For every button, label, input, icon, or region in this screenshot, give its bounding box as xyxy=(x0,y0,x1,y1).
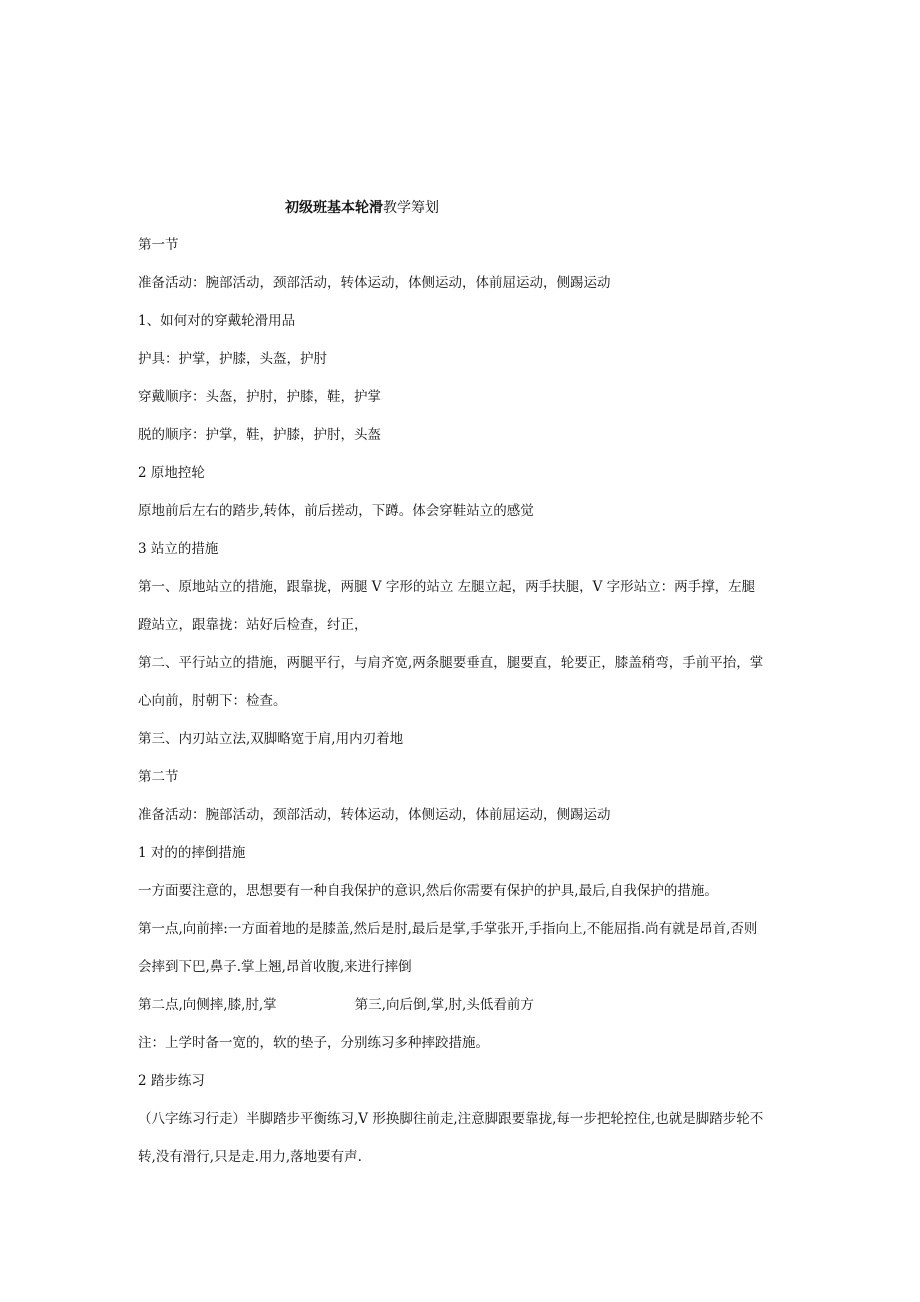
remove-order: 脱的顺序：护掌，鞋，护膝，护肘，头盔 xyxy=(138,427,381,443)
falling-side: 第二点,向侧摔,膝,肘,掌 xyxy=(138,997,277,1013)
standing-third: 第三、内刃站立法,双脚略宽于肩,用内刃着地 xyxy=(138,731,404,747)
falling-forward-line-2: 会摔到下巴,鼻子.掌上翘,昂首收腹,来进行摔倒 xyxy=(138,959,412,975)
warmup-line-2: 准备活动：腕部活动，颈部活动，转体运动，体侧运动，体前屈运动，侧踢运动 xyxy=(138,807,611,823)
falling-intro: 一方面要注意的，思想要有一种自我保护的意识,然后你需要有保护的护具,最后,自我保护的措施。 xyxy=(138,883,718,899)
item-heading-stepping: 2 踏步练习 xyxy=(138,1073,205,1089)
wheel-control-text: 原地前后左右的踏步,转体，前后搓动，下蹲。体会穿鞋站立的感觉 xyxy=(138,503,534,519)
falling-side-back-line xyxy=(138,996,788,1014)
document-title xyxy=(285,199,439,217)
section-heading-2: 第二节 xyxy=(138,769,179,785)
gear-list: 护具：护掌，护膝，头盔，护肘 xyxy=(138,351,327,367)
falling-note: 注：上学时备一宽的，软的垫子，分别练习多种摔跤措施。 xyxy=(138,1035,489,1051)
standing-second-line-1: 第二、平行站立的措施，两腿平行，与肩齐宽,两条腿要垂直，腿要直，轮要正，膝盖稍弯，手前平抬，掌 xyxy=(138,655,764,671)
falling-back: 第三,向后倒,掌,肘,头低看前方 xyxy=(354,997,534,1013)
stepping-line-2: 转,没有滑行,只是走.用力,落地要有声. xyxy=(138,1149,362,1165)
stepping-line-1: （八字练习行走）半脚踏步平衡练习,V 形换脚往前走,注意脚跟要靠拢,每一步把轮控住,也就是脚踏步轮不 xyxy=(138,1111,764,1127)
standing-first-line-1: 第一、原地站立的措施，跟靠拢，两腿 V 字形的站立 左腿立起，两手扶腿，V 字形站立：两手撑，左腿 xyxy=(138,579,756,595)
falling-forward-line-1: 第一点,向前摔:一方面着地的是膝盖,然后是肘,最后是掌,手掌张开,手指向上,不能屈指.尚有就是昂首,否则 xyxy=(138,921,758,937)
standing-first-line-2: 蹬站立，跟靠拢：站好后检查，纣正， xyxy=(138,617,368,633)
title-bold-part: 初级班基本轮滑 xyxy=(285,200,383,216)
warmup-line-1: 准备活动：腕部活动，颈部活动，转体运动，体侧运动，体前屈运动，侧踢运动 xyxy=(138,275,611,291)
title-normal-part: 教学筹划 xyxy=(383,200,439,216)
item-heading-standing: 3 站立的措施 xyxy=(138,541,219,557)
item-heading-wear-gear: 1、如何对的穿戴轮滑用品 xyxy=(138,313,296,329)
item-heading-falling: 1 对的的摔倒措施 xyxy=(138,845,246,861)
wear-order: 穿戴顺序：头盔，护肘，护膝，鞋，护掌 xyxy=(138,389,381,405)
item-heading-wheel-control: 2 原地控轮 xyxy=(138,465,205,481)
section-heading-1: 第一节 xyxy=(138,237,179,253)
standing-second-line-2: 心向前，肘朝下：检查。 xyxy=(138,693,287,709)
